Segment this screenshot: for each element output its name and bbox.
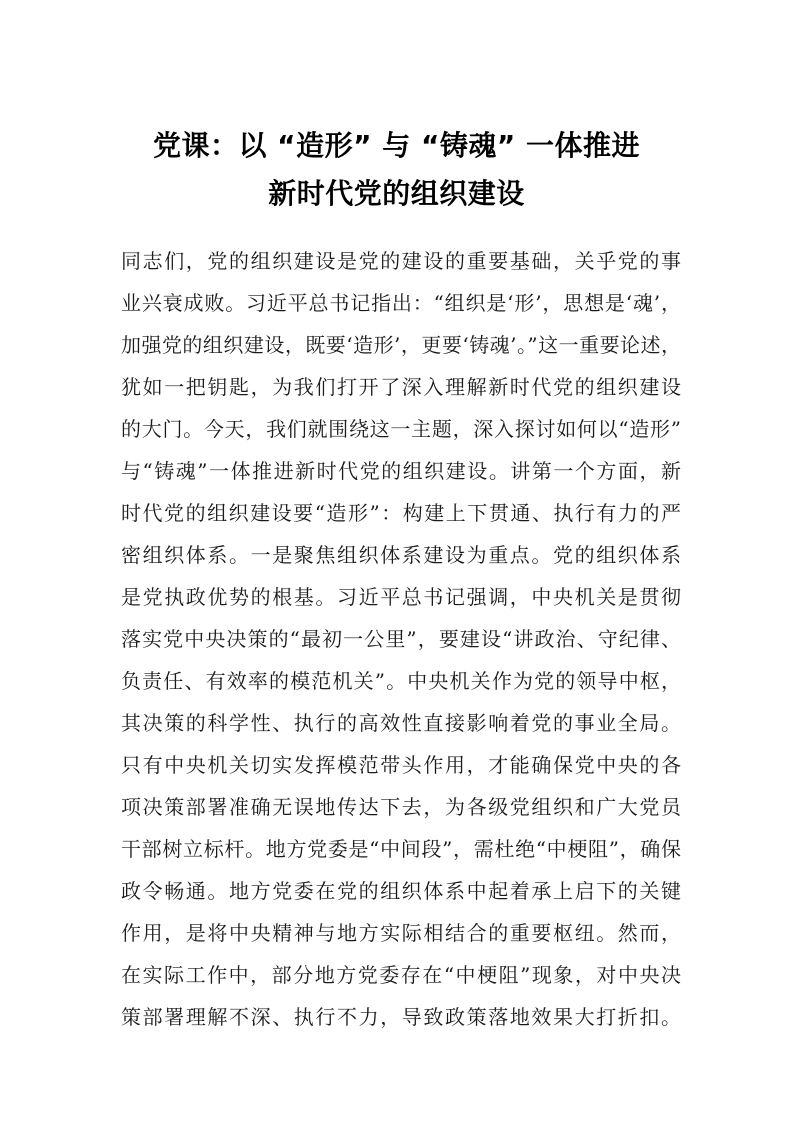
- title-line-2: 新时代党的组织建设: [268, 177, 525, 210]
- body-line: 策部署理解不深、执行不力，导致政策落地效果大打折扣。: [121, 1005, 681, 1029]
- body-line: 与“铸魂”一体推进新时代党的组织建设。讲第一个方面，新: [121, 459, 681, 483]
- body-line: 负责任、有效率的模范机关”。中央机关作为党的领导中枢，: [121, 669, 681, 693]
- body-line: 犹如一把钥匙，为我们打开了深入理解新时代党的组织建设: [121, 375, 681, 399]
- body-line: 干部树立标杆。地方党委是“中间段”，需杜绝“中梗阻”，确保: [121, 837, 681, 861]
- body-line: 作用，是将中央精神与地方实际相结合的重要枢纽。然而，: [121, 921, 681, 945]
- body-line: 只有中央机关切实发挥模范带头作用，才能确保党中央的各: [121, 753, 681, 777]
- body-line: 是党执政优势的根基。习近平总书记强调，中央机关是贯彻: [121, 585, 681, 609]
- body-line: 项决策部署准确无误地传达下去，为各级党组织和广大党员: [121, 795, 681, 819]
- body-line: 密组织体系。一是聚焦组织体系建设为重点。党的组织体系: [121, 543, 681, 567]
- body-line: 同志们，党的组织建设是党的建设的重要基础，关乎党的事: [121, 249, 681, 273]
- body-line: 业兴衰成败。习近平总书记指出：“组织是‘形’，思想是‘魂’，: [121, 291, 681, 315]
- title-line-1: 党课：以 “造形” 与 “铸魂” 一体推进: [152, 129, 641, 162]
- document-body: [121, 240, 681, 1038]
- body-line: 在实际工作中，部分地方党委存在“中梗阻”现象，对中央决: [121, 963, 681, 987]
- body-line: 时代党的组织建设要“造形”：构建上下贯通、执行有力的严: [121, 501, 681, 525]
- body-line: 政令畅通。地方党委在党的组织体系中起着承上启下的关键: [121, 879, 681, 903]
- body-line: 的大门。今天，我们就围绕这一主题，深入探讨如何以“造形”: [121, 417, 681, 441]
- document-title: [110, 122, 683, 218]
- body-line: 落实党中央决策的“最初一公里”，要建设“讲政治、守纪律、: [121, 627, 681, 651]
- body-line: 其决策的科学性、执行的高效性直接影响着党的事业全局。: [121, 711, 681, 735]
- body-line: 加强党的组织建设，既要‘造形’，更要‘铸魂’。”这一重要论述，: [121, 333, 681, 357]
